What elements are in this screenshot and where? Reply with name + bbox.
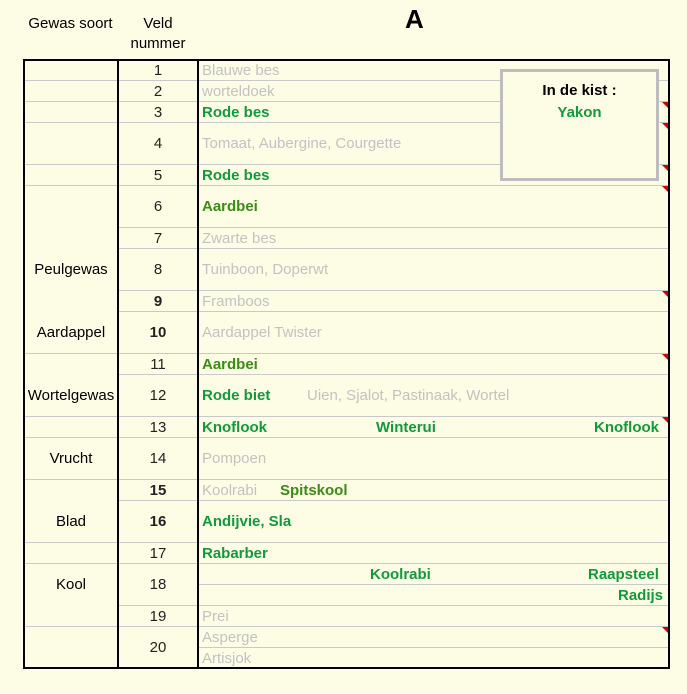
field-number-10: 10 [149,324,167,341]
entry-worteldoek: worteldoek [202,83,275,100]
entry-spitskool: Spitskool [280,482,348,499]
field-number-16: 16 [149,513,167,530]
field-number-20: 20 [149,639,167,656]
field-number-8: 8 [153,261,163,278]
group-label-blad: Blad [55,513,87,530]
kist-value: Yakon [557,104,602,121]
header-gewas-soort: Gewas soort [28,15,113,32]
field-number-15: 15 [149,482,167,499]
entry-blauwe-bes: Blauwe bes [202,62,280,79]
entry-koolrabi-18: Koolrabi [370,566,431,583]
field-number-5: 5 [153,167,163,184]
kist-box [500,69,659,181]
field-number-6: 6 [153,198,163,215]
entry-zwarte-bes: Zwarte bes [202,230,277,247]
entry-andijvie-sla: Andijvie, Sla [202,513,292,530]
kist-title: In de kist : [542,82,617,99]
comment-indicator-icon[interactable] [662,165,668,171]
entry-winterui: Winterui [376,419,436,436]
comment-indicator-icon[interactable] [662,186,668,192]
entry-raapsteel: Raapsteel [588,566,659,583]
field-number-19: 19 [149,608,167,625]
entry-aardbei-11: Aardbei [202,356,258,373]
group-label-wortelgewas: Wortelgewas [27,387,115,404]
entry-koolrabi-15: Koolrabi [202,482,258,499]
field-number-13: 13 [149,419,167,436]
entry-rode-bes-3: Rode bes [202,104,270,121]
comment-indicator-icon[interactable] [662,102,668,108]
field-number-11: 11 [150,356,166,373]
field-number-2: 2 [153,83,163,100]
field-number-9: 9 [153,293,163,310]
entry-radijs: Radijs [618,587,664,604]
group-label-vrucht: Vrucht [49,450,93,467]
header-veld-nummer: Veld nummer [130,15,186,52]
group-label-aardappel: Aardappel [36,324,106,341]
column-divider-2 [197,59,199,669]
field-number-12: 12 [149,387,167,404]
comment-indicator-icon[interactable] [662,417,668,423]
field-number-4: 4 [153,135,163,152]
field-number-7: 7 [153,230,163,247]
group-label-kool: Kool [55,576,87,593]
entry-tomaat: Tomaat, Aubergine, Courgette [202,135,402,152]
entry-aardappel-twister: Aardappel Twister [202,324,322,341]
field-number-18: 18 [149,576,167,593]
entry-uien: Uien, Sjalot, Pastinaak, Wortel [307,387,510,404]
entry-tuinboon: Tuinboon, Doperwt [202,261,329,278]
page-title: A [405,4,424,34]
entry-pompoen: Pompoen [202,450,267,467]
group-label-peulgewas: Peulgewas [34,261,108,278]
comment-indicator-icon[interactable] [662,627,668,633]
entry-rode-bes-5: Rode bes [202,167,270,184]
comment-indicator-icon[interactable] [662,354,668,360]
field-number-17: 17 [149,545,167,562]
entry-artisjok: Artisjok [202,650,252,667]
comment-indicator-icon[interactable] [662,291,668,297]
entry-prei: Prei [202,608,229,625]
entry-aardbei-6: Aardbei [202,198,258,215]
entry-framboos: Framboos [202,293,270,310]
entry-rode-biet: Rode biet [202,387,271,404]
entry-knoflook-right: Knoflook [594,419,659,436]
entry-rabarber: Rabarber [202,545,268,562]
comment-indicator-icon[interactable] [662,123,668,129]
entry-asperge: Asperge [202,629,258,646]
entry-knoflook-left: Knoflook [202,419,267,436]
field-number-14: 14 [149,450,167,467]
field-number-1: 1 [153,62,163,79]
field-number-3: 3 [153,104,163,121]
